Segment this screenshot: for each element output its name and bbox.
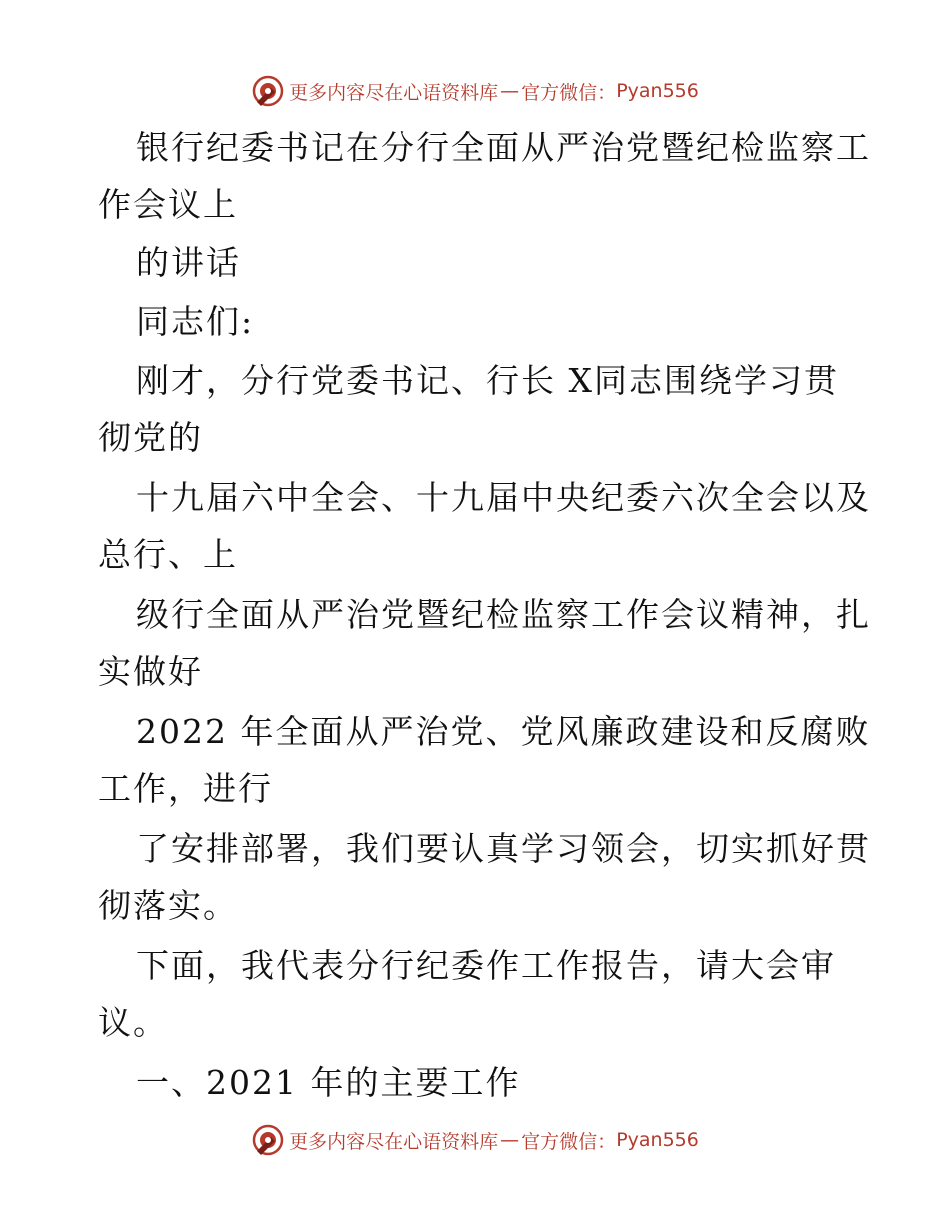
banner-separator: — — [500, 1129, 520, 1151]
banner-wechat-id: Pyan556 — [616, 80, 699, 102]
title-line-3: 的讲话 — [136, 243, 241, 282]
paragraph-line: 工作，进行 — [98, 769, 273, 808]
paragraph-line: 级行全面从严治党暨纪检监察工作会议精神，扎 — [136, 595, 871, 634]
header-banner — [0, 71, 950, 111]
footer-banner — [0, 1120, 950, 1160]
banner-text: 更多内容尽在心语资料库 — [289, 1130, 499, 1153]
paragraph-line: 下面，我代表分行纪委作工作报告，请大会审 — [136, 946, 836, 985]
paragraph-line: 彻落实。 — [98, 886, 238, 925]
title-line-2: 作会议上 — [98, 185, 238, 224]
paragraph-line: 彻党的 — [98, 418, 203, 457]
banner-wechat-id: Pyan556 — [616, 1129, 699, 1151]
banner-separator: — — [500, 80, 520, 102]
pen-logo-icon — [251, 74, 285, 108]
section-heading: 一、2021 年的主要工作 — [136, 1063, 521, 1102]
paragraph-line: 十九届六中全会、十九届中央纪委六次全会以及 — [136, 478, 871, 517]
pen-logo-icon — [251, 1123, 285, 1157]
title-line-1: 银行纪委书记在分行全面从严治党暨纪检监察工 — [136, 128, 871, 167]
salutation: 同志们: — [136, 302, 255, 341]
paragraph-line: 实做好 — [98, 652, 203, 691]
paragraph-line: 2022 年全面从严治党、党风廉政建设和反腐败 — [136, 712, 871, 751]
banner-text: 更多内容尽在心语资料库 — [289, 81, 499, 104]
banner-wechat-label: 官方微信： — [521, 81, 617, 104]
banner-wechat-label: 官方微信： — [521, 1130, 617, 1153]
paragraph-line: 刚才，分行党委书记、行长 X同志围绕学习贯 — [136, 361, 839, 400]
paragraph-line: 议。 — [98, 1003, 168, 1042]
paragraph-line: 总行、上 — [98, 535, 238, 574]
paragraph-line: 了安排部署，我们要认真学习领会，切实抓好贯 — [136, 829, 871, 868]
